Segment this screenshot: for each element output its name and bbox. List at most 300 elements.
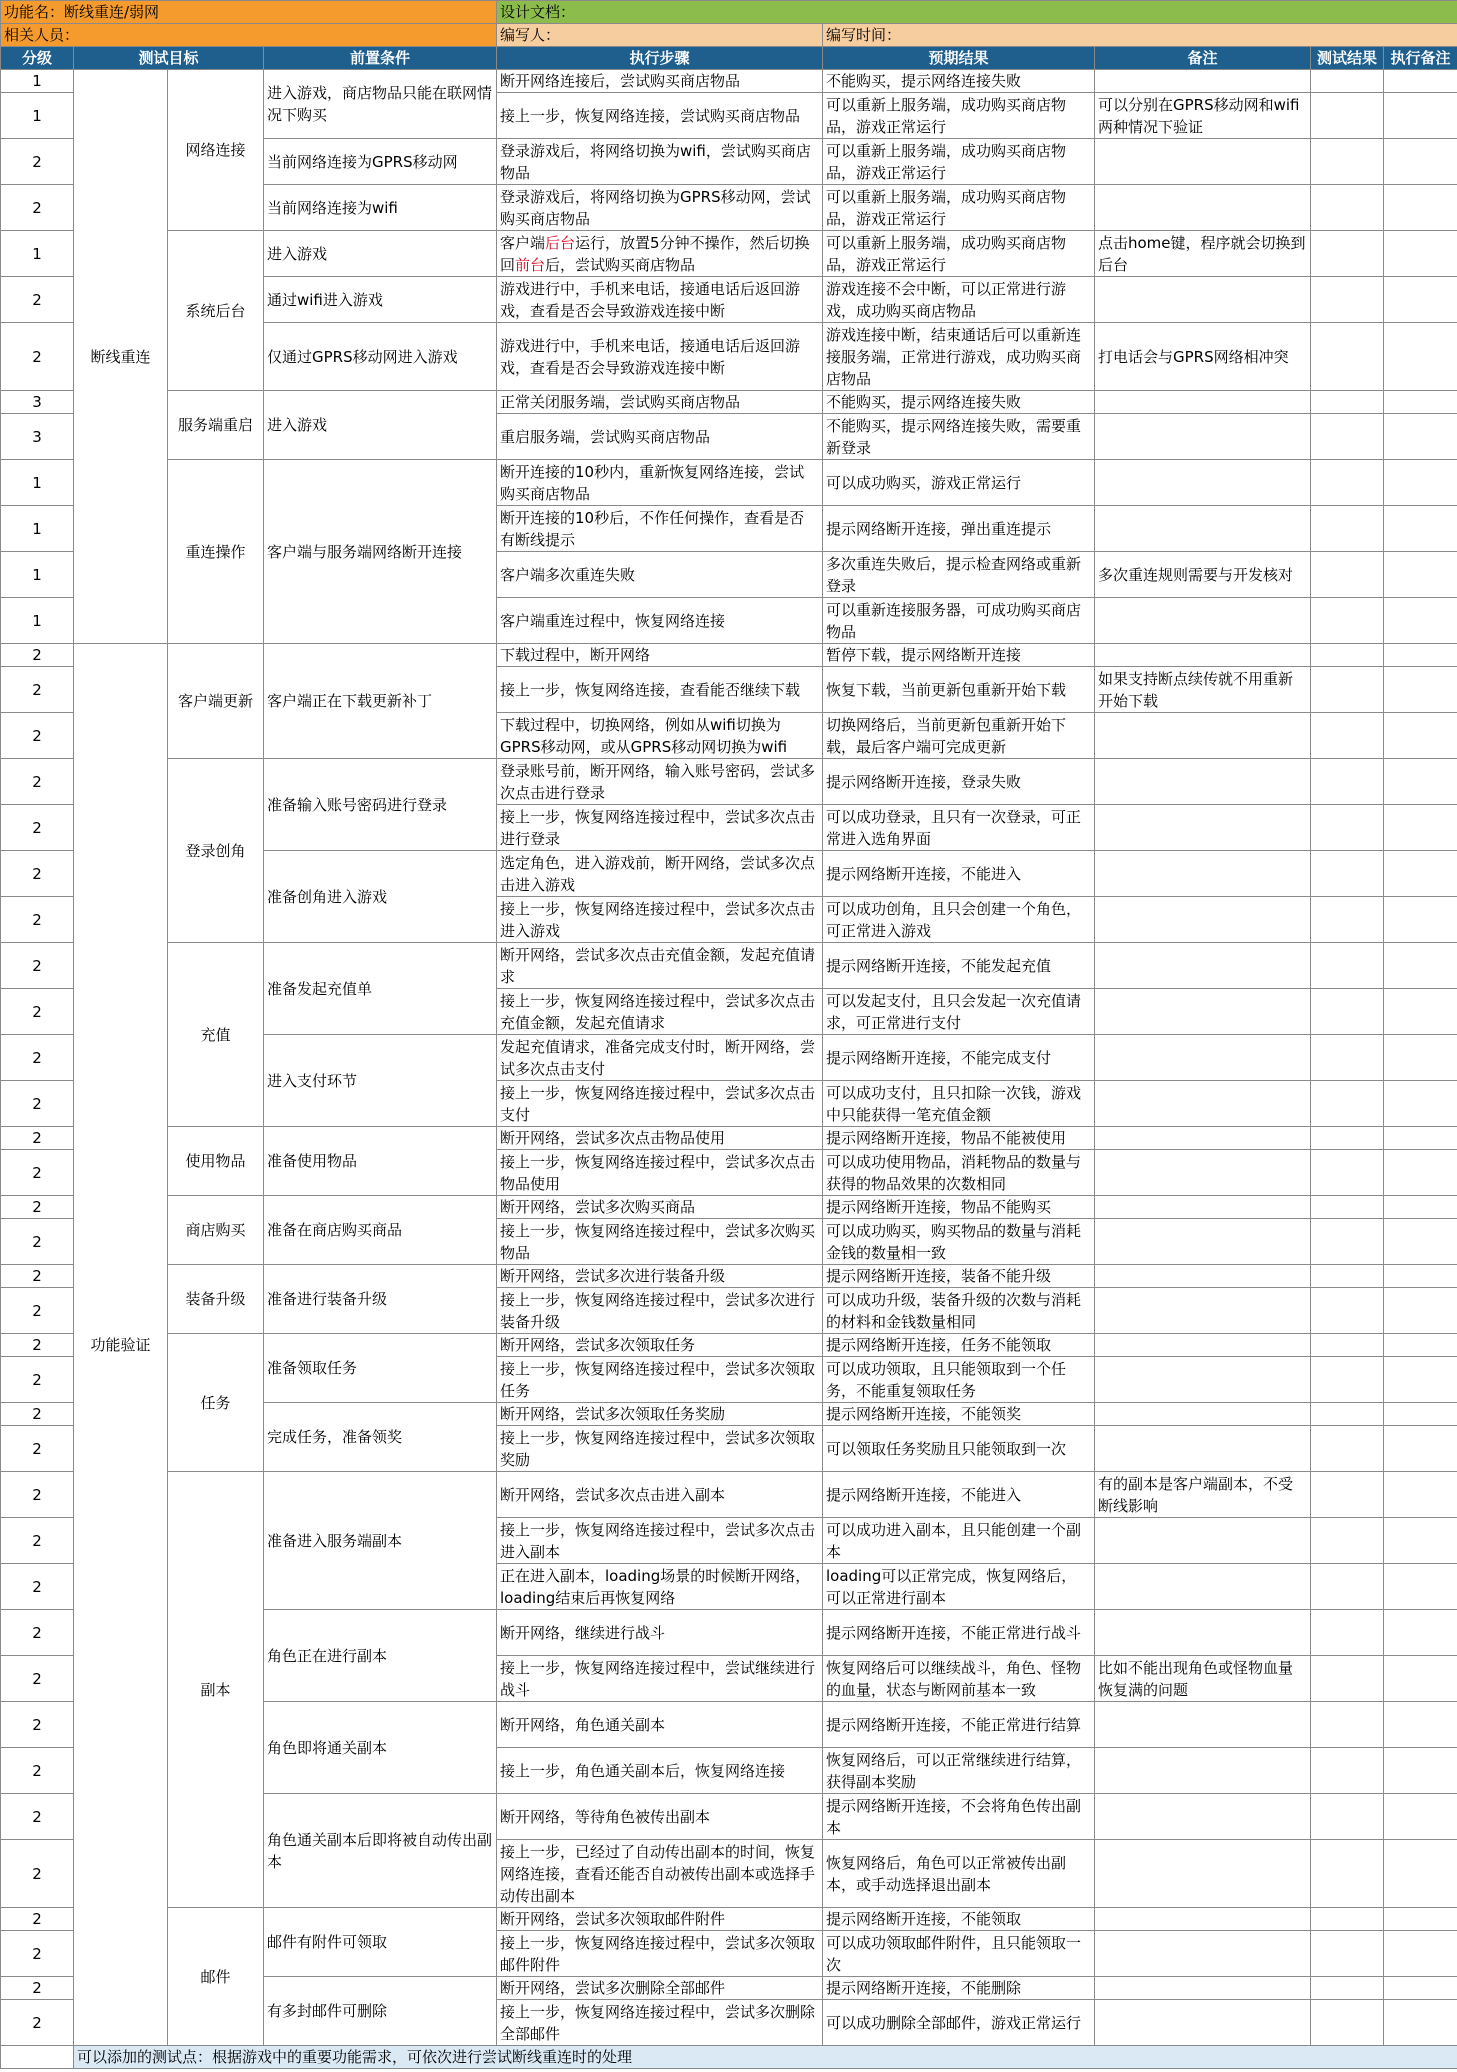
remark-cell[interactable] bbox=[1095, 391, 1311, 414]
level-cell[interactable]: 2 bbox=[1, 1977, 74, 2000]
level-cell[interactable]: 1 bbox=[1, 506, 74, 552]
steps-cell[interactable]: 游戏进行中，手机来电话，接通电话后返回游戏，查看是否会导致游戏连接中断 bbox=[497, 323, 823, 391]
exec-remark-cell[interactable] bbox=[1384, 552, 1457, 598]
steps-cell[interactable]: 游戏进行中，手机来电话，接通电话后返回游戏，查看是否会导致游戏连接中断 bbox=[497, 277, 823, 323]
write-date-cell[interactable]: 编写时间： bbox=[823, 24, 1457, 47]
expected-cell[interactable]: 提示网络断开连接，装备不能升级 bbox=[823, 1265, 1095, 1288]
remark-cell[interactable]: 多次重连规则需要与开发核对 bbox=[1095, 552, 1311, 598]
expected-cell[interactable]: 可以成功登录，且只有一次登录，可正常进入选角界面 bbox=[823, 805, 1095, 851]
remark-cell[interactable] bbox=[1095, 1035, 1311, 1081]
precondition-cell[interactable]: 角色正在进行副本 bbox=[264, 1610, 497, 1702]
result-cell[interactable] bbox=[1311, 897, 1384, 943]
level-cell[interactable]: 2 bbox=[1, 805, 74, 851]
result-cell[interactable] bbox=[1311, 805, 1384, 851]
steps-cell[interactable]: 断开连接的10秒后，不作任何操作，查看是否有断线提示 bbox=[497, 506, 823, 552]
exec-remark-cell[interactable] bbox=[1384, 805, 1457, 851]
remark-cell[interactable] bbox=[1095, 1219, 1311, 1265]
exec-remark-cell[interactable] bbox=[1384, 1081, 1457, 1127]
result-cell[interactable] bbox=[1311, 1794, 1384, 1840]
steps-cell[interactable]: 接上一步，恢复网络连接过程中，尝试多次点击支付 bbox=[497, 1081, 823, 1127]
steps-cell[interactable]: 接上一步，恢复网络连接过程中，尝试多次领取任务 bbox=[497, 1357, 823, 1403]
expected-cell[interactable]: 可以领取任务奖励且只能领取到一次 bbox=[823, 1426, 1095, 1472]
target-cell[interactable]: 登录创角 bbox=[168, 759, 264, 943]
exec-remark-cell[interactable] bbox=[1384, 598, 1457, 644]
expected-cell[interactable]: 提示网络断开连接，不能领奖 bbox=[823, 1403, 1095, 1426]
exec-remark-cell[interactable] bbox=[1384, 1472, 1457, 1518]
level-cell[interactable]: 3 bbox=[1, 391, 74, 414]
exec-remark-cell[interactable] bbox=[1384, 759, 1457, 805]
level-cell[interactable]: 2 bbox=[1, 897, 74, 943]
level-cell[interactable]: 2 bbox=[1, 1288, 74, 1334]
col-precondition[interactable]: 前置条件 bbox=[264, 47, 497, 70]
expected-cell[interactable]: 可以成功进入副本，且只能创建一个副本 bbox=[823, 1518, 1095, 1564]
expected-cell[interactable]: 提示网络断开连接，不能发起充值 bbox=[823, 943, 1095, 989]
precondition-cell[interactable]: 当前网络连接为wifi bbox=[264, 185, 497, 231]
level-cell[interactable]: 2 bbox=[1, 2000, 74, 2046]
exec-remark-cell[interactable] bbox=[1384, 1219, 1457, 1265]
result-cell[interactable] bbox=[1311, 506, 1384, 552]
exec-remark-cell[interactable] bbox=[1384, 1403, 1457, 1426]
exec-remark-cell[interactable] bbox=[1384, 1334, 1457, 1357]
expected-cell[interactable]: 可以成功购买，游戏正常运行 bbox=[823, 460, 1095, 506]
exec-remark-cell[interactable] bbox=[1384, 1610, 1457, 1656]
level-cell[interactable]: 2 bbox=[1, 851, 74, 897]
result-cell[interactable] bbox=[1311, 1219, 1384, 1265]
result-cell[interactable] bbox=[1311, 644, 1384, 667]
remark-cell[interactable] bbox=[1095, 1426, 1311, 1472]
steps-cell[interactable]: 接上一步，恢复网络连接，查看能否继续下载 bbox=[497, 667, 823, 713]
result-cell[interactable] bbox=[1311, 598, 1384, 644]
remark-cell[interactable] bbox=[1095, 2000, 1311, 2046]
expected-cell[interactable]: 恢复网络后，角色可以正常被传出副本，或手动选择退出副本 bbox=[823, 1840, 1095, 1908]
steps-cell[interactable]: 接上一步，角色通关副本后，恢复网络连接 bbox=[497, 1748, 823, 1794]
expected-cell[interactable]: 提示网络断开连接，不能进入 bbox=[823, 1472, 1095, 1518]
remark-cell[interactable] bbox=[1095, 1357, 1311, 1403]
remark-cell[interactable] bbox=[1095, 1518, 1311, 1564]
remark-cell[interactable] bbox=[1095, 1840, 1311, 1908]
level-cell[interactable]: 2 bbox=[1, 277, 74, 323]
result-cell[interactable] bbox=[1311, 1518, 1384, 1564]
result-cell[interactable] bbox=[1311, 1288, 1384, 1334]
remark-cell[interactable] bbox=[1095, 139, 1311, 185]
steps-cell[interactable]: 接上一步，恢复网络连接过程中，尝试多次进行装备升级 bbox=[497, 1288, 823, 1334]
precondition-cell[interactable]: 进入游戏，商店物品只能在联网情况下购买 bbox=[264, 70, 497, 139]
exec-remark-cell[interactable] bbox=[1384, 667, 1457, 713]
target-cell[interactable]: 重连操作 bbox=[168, 460, 264, 644]
level-cell[interactable]: 2 bbox=[1, 759, 74, 805]
steps-cell[interactable]: 下载过程中，断开网络 bbox=[497, 644, 823, 667]
precondition-cell[interactable]: 准备发起充值单 bbox=[264, 943, 497, 1035]
precondition-cell[interactable]: 准备在商店购买商品 bbox=[264, 1196, 497, 1265]
level-cell[interactable]: 1 bbox=[1, 460, 74, 506]
expected-cell[interactable]: 提示网络断开连接，任务不能领取 bbox=[823, 1334, 1095, 1357]
exec-remark-cell[interactable] bbox=[1384, 1748, 1457, 1794]
level-cell[interactable]: 2 bbox=[1, 1931, 74, 1977]
level-cell[interactable]: 2 bbox=[1, 1357, 74, 1403]
precondition-cell[interactable]: 通过wifi进入游戏 bbox=[264, 277, 497, 323]
level-cell[interactable]: 2 bbox=[1, 323, 74, 391]
result-cell[interactable] bbox=[1311, 277, 1384, 323]
precondition-cell[interactable]: 客户端正在下载更新补丁 bbox=[264, 644, 497, 759]
remark-cell[interactable] bbox=[1095, 1288, 1311, 1334]
exec-remark-cell[interactable] bbox=[1384, 1518, 1457, 1564]
precondition-cell[interactable]: 当前网络连接为GPRS移动网 bbox=[264, 139, 497, 185]
level-cell[interactable]: 2 bbox=[1, 1518, 74, 1564]
steps-cell[interactable]: 重启服务端，尝试购买商店物品 bbox=[497, 414, 823, 460]
level-cell[interactable]: 2 bbox=[1, 1840, 74, 1908]
expected-cell[interactable]: 可以重新上服务端，成功购买商店物品，游戏正常运行 bbox=[823, 93, 1095, 139]
expected-cell[interactable]: 提示网络断开连接，弹出重连提示 bbox=[823, 506, 1095, 552]
remark-cell[interactable] bbox=[1095, 185, 1311, 231]
level-cell[interactable]: 2 bbox=[1, 1794, 74, 1840]
level-cell[interactable]: 2 bbox=[1, 1748, 74, 1794]
target-cell[interactable]: 服务端重启 bbox=[168, 391, 264, 460]
steps-cell[interactable]: 断开网络连接后，尝试购买商店物品 bbox=[497, 70, 823, 93]
steps-cell[interactable]: 接上一步，恢复网络连接过程中，尝试继续进行战斗 bbox=[497, 1656, 823, 1702]
result-cell[interactable] bbox=[1311, 70, 1384, 93]
expected-cell[interactable]: 暂停下载，提示网络断开连接 bbox=[823, 644, 1095, 667]
remark-cell[interactable] bbox=[1095, 1150, 1311, 1196]
precondition-cell[interactable]: 准备使用物品 bbox=[264, 1127, 497, 1196]
target-cell[interactable]: 使用物品 bbox=[168, 1127, 264, 1196]
exec-remark-cell[interactable] bbox=[1384, 644, 1457, 667]
result-cell[interactable] bbox=[1311, 1357, 1384, 1403]
exec-remark-cell[interactable] bbox=[1384, 1977, 1457, 2000]
expected-cell[interactable]: 可以重新上服务端，成功购买商店物品，游戏正常运行 bbox=[823, 185, 1095, 231]
result-cell[interactable] bbox=[1311, 1035, 1384, 1081]
exec-remark-cell[interactable] bbox=[1384, 414, 1457, 460]
steps-cell[interactable]: 接上一步，恢复网络连接过程中，尝试多次点击物品使用 bbox=[497, 1150, 823, 1196]
steps-cell[interactable]: 选定角色，进入游戏前，断开网络，尝试多次点击进入游戏 bbox=[497, 851, 823, 897]
level-cell[interactable]: 3 bbox=[1, 414, 74, 460]
precondition-cell[interactable]: 准备进行装备升级 bbox=[264, 1265, 497, 1334]
remark-cell[interactable] bbox=[1095, 759, 1311, 805]
author-cell[interactable]: 编写人： bbox=[497, 24, 823, 47]
remark-cell[interactable] bbox=[1095, 460, 1311, 506]
result-cell[interactable] bbox=[1311, 1564, 1384, 1610]
remark-cell[interactable] bbox=[1095, 943, 1311, 989]
remark-cell[interactable]: 有的副本是客户端副本，不受断线影响 bbox=[1095, 1472, 1311, 1518]
exec-remark-cell[interactable] bbox=[1384, 897, 1457, 943]
level-cell[interactable]: 2 bbox=[1, 943, 74, 989]
exec-remark-cell[interactable] bbox=[1384, 1931, 1457, 1977]
result-cell[interactable] bbox=[1311, 1931, 1384, 1977]
precondition-cell[interactable]: 准备进入服务端副本 bbox=[264, 1472, 497, 1610]
expected-cell[interactable]: 多次重连失败后，提示检查网络或重新登录 bbox=[823, 552, 1095, 598]
steps-cell[interactable]: 断开网络，尝试多次点击充值金额，发起充值请求 bbox=[497, 943, 823, 989]
expected-cell[interactable]: 可以成功删除全部邮件，游戏正常运行 bbox=[823, 2000, 1095, 2046]
expected-cell[interactable]: 可以发起支付，且只会发起一次充值请求，可正常进行支付 bbox=[823, 989, 1095, 1035]
level-cell[interactable]: 2 bbox=[1, 139, 74, 185]
steps-cell[interactable]: 接上一步，恢复网络连接过程中，尝试多次点击进入游戏 bbox=[497, 897, 823, 943]
exec-remark-cell[interactable] bbox=[1384, 277, 1457, 323]
result-cell[interactable] bbox=[1311, 759, 1384, 805]
result-cell[interactable] bbox=[1311, 713, 1384, 759]
remark-cell[interactable] bbox=[1095, 851, 1311, 897]
steps-cell[interactable]: 接上一步，恢复网络连接过程中，尝试多次领取奖励 bbox=[497, 1426, 823, 1472]
design-doc-cell[interactable]: 设计文档： bbox=[497, 1, 1457, 24]
remark-cell[interactable]: 如果支持断点续传就不用重新开始下载 bbox=[1095, 667, 1311, 713]
result-cell[interactable] bbox=[1311, 1127, 1384, 1150]
expected-cell[interactable]: 提示网络断开连接，不能领取 bbox=[823, 1908, 1095, 1931]
level-cell[interactable]: 2 bbox=[1, 1656, 74, 1702]
remark-cell[interactable] bbox=[1095, 897, 1311, 943]
exec-remark-cell[interactable] bbox=[1384, 2000, 1457, 2046]
remark-cell[interactable] bbox=[1095, 1610, 1311, 1656]
target-cell[interactable]: 充值 bbox=[168, 943, 264, 1127]
remark-cell[interactable] bbox=[1095, 1564, 1311, 1610]
level-cell[interactable]: 2 bbox=[1, 1610, 74, 1656]
result-cell[interactable] bbox=[1311, 1840, 1384, 1908]
level-cell[interactable]: 1 bbox=[1, 70, 74, 93]
exec-remark-cell[interactable] bbox=[1384, 1357, 1457, 1403]
steps-cell[interactable]: 接上一步，恢复网络连接过程中，尝试多次点击充值金额，发起充值请求 bbox=[497, 989, 823, 1035]
col-expected[interactable]: 预期结果 bbox=[823, 47, 1095, 70]
level-cell[interactable]: 2 bbox=[1, 713, 74, 759]
col-steps[interactable]: 执行步骤 bbox=[497, 47, 823, 70]
precondition-cell[interactable]: 进入游戏 bbox=[264, 231, 497, 277]
target-cell[interactable]: 副本 bbox=[168, 1472, 264, 1908]
exec-remark-cell[interactable] bbox=[1384, 1794, 1457, 1840]
expected-cell[interactable]: 恢复网络后，可以正常继续进行结算，获得副本奖励 bbox=[823, 1748, 1095, 1794]
precondition-cell[interactable]: 准备创角进入游戏 bbox=[264, 851, 497, 943]
steps-cell[interactable]: 客户端多次重连失败 bbox=[497, 552, 823, 598]
remark-cell[interactable] bbox=[1095, 414, 1311, 460]
result-cell[interactable] bbox=[1311, 185, 1384, 231]
col-level[interactable]: 分级 bbox=[1, 47, 74, 70]
steps-cell[interactable]: 登录游戏后，将网络切换为wifi，尝试购买商店物品 bbox=[497, 139, 823, 185]
result-cell[interactable] bbox=[1311, 1656, 1384, 1702]
steps-cell[interactable]: 断开网络，角色通关副本 bbox=[497, 1702, 823, 1748]
target-cell[interactable]: 任务 bbox=[168, 1334, 264, 1472]
remark-cell[interactable] bbox=[1095, 70, 1311, 93]
expected-cell[interactable]: 不能购买，提示网络连接失败 bbox=[823, 391, 1095, 414]
result-cell[interactable] bbox=[1311, 1908, 1384, 1931]
exec-remark-cell[interactable] bbox=[1384, 185, 1457, 231]
steps-cell[interactable]: 接上一步，恢复网络连接过程中，尝试多次领取邮件附件 bbox=[497, 1931, 823, 1977]
related-people-cell[interactable]: 相关人员： bbox=[1, 24, 497, 47]
result-cell[interactable] bbox=[1311, 391, 1384, 414]
remark-cell[interactable]: 可以分别在GPRS移动网和wifi两种情况下验证 bbox=[1095, 93, 1311, 139]
level-cell[interactable]: 1 bbox=[1, 552, 74, 598]
remark-cell[interactable]: 打电话会与GPRS网络相冲突 bbox=[1095, 323, 1311, 391]
exec-remark-cell[interactable] bbox=[1384, 323, 1457, 391]
remark-cell[interactable] bbox=[1095, 1081, 1311, 1127]
exec-remark-cell[interactable] bbox=[1384, 93, 1457, 139]
steps-cell[interactable]: 断开网络，尝试多次点击物品使用 bbox=[497, 1127, 823, 1150]
result-cell[interactable] bbox=[1311, 1403, 1384, 1426]
precondition-cell[interactable]: 准备输入账号密码进行登录 bbox=[264, 759, 497, 851]
level-cell[interactable]: 1 bbox=[1, 231, 74, 277]
expected-cell[interactable]: 游戏连接不会中断，可以正常进行游戏，成功购买商店物品 bbox=[823, 277, 1095, 323]
expected-cell[interactable]: 提示网络断开连接，登录失败 bbox=[823, 759, 1095, 805]
steps-cell[interactable]: 断开网络，尝试多次删除全部邮件 bbox=[497, 1977, 823, 2000]
result-cell[interactable] bbox=[1311, 1150, 1384, 1196]
exec-remark-cell[interactable] bbox=[1384, 1288, 1457, 1334]
level-cell[interactable]: 2 bbox=[1, 989, 74, 1035]
steps-cell[interactable]: 登录游戏后，将网络切换为GPRS移动网，尝试购买商店物品 bbox=[497, 185, 823, 231]
result-cell[interactable] bbox=[1311, 460, 1384, 506]
precondition-cell[interactable]: 进入游戏 bbox=[264, 391, 497, 460]
steps-cell[interactable]: 断开网络，尝试多次点击进入副本 bbox=[497, 1472, 823, 1518]
expected-cell[interactable]: 提示网络断开连接，不能完成支付 bbox=[823, 1035, 1095, 1081]
expected-cell[interactable]: 可以成功升级，装备升级的次数与消耗的材料和金钱数量相同 bbox=[823, 1288, 1095, 1334]
exec-remark-cell[interactable] bbox=[1384, 1426, 1457, 1472]
level-cell[interactable]: 2 bbox=[1, 1564, 74, 1610]
expected-cell[interactable]: 提示网络断开连接，不能删除 bbox=[823, 1977, 1095, 2000]
exec-remark-cell[interactable] bbox=[1384, 1656, 1457, 1702]
precondition-cell[interactable]: 角色即将通关副本 bbox=[264, 1702, 497, 1794]
level-cell[interactable]: 2 bbox=[1, 1702, 74, 1748]
remark-cell[interactable] bbox=[1095, 1196, 1311, 1219]
expected-cell[interactable]: 不能购买，提示网络连接失败，需要重新登录 bbox=[823, 414, 1095, 460]
steps-cell[interactable]: 登录账号前，断开网络，输入账号密码，尝试多次点击进行登录 bbox=[497, 759, 823, 805]
level-cell[interactable]: 2 bbox=[1, 1081, 74, 1127]
exec-remark-cell[interactable] bbox=[1384, 1908, 1457, 1931]
result-cell[interactable] bbox=[1311, 1702, 1384, 1748]
steps-cell[interactable]: 接上一步，恢复网络连接，尝试购买商店物品 bbox=[497, 93, 823, 139]
expected-cell[interactable]: 可以成功领取，且只能领取到一个任务，不能重复领取任务 bbox=[823, 1357, 1095, 1403]
remark-cell[interactable]: 点击home键，程序就会切换到后台 bbox=[1095, 231, 1311, 277]
precondition-cell[interactable]: 有多封邮件可删除 bbox=[264, 1977, 497, 2046]
result-cell[interactable] bbox=[1311, 1334, 1384, 1357]
expected-cell[interactable]: 提示网络断开连接，物品不能被使用 bbox=[823, 1127, 1095, 1150]
expected-cell[interactable]: 可以重新连接服务器，可成功购买商店物品 bbox=[823, 598, 1095, 644]
result-cell[interactable] bbox=[1311, 323, 1384, 391]
exec-remark-cell[interactable] bbox=[1384, 1196, 1457, 1219]
remark-cell[interactable] bbox=[1095, 1748, 1311, 1794]
result-cell[interactable] bbox=[1311, 1977, 1384, 2000]
expected-cell[interactable]: 恢复下载，当前更新包重新开始下载 bbox=[823, 667, 1095, 713]
exec-remark-cell[interactable] bbox=[1384, 231, 1457, 277]
expected-cell[interactable]: 提示网络断开连接，不会将角色传出副本 bbox=[823, 1794, 1095, 1840]
exec-remark-cell[interactable] bbox=[1384, 1127, 1457, 1150]
target-cell[interactable]: 网络连接 bbox=[168, 70, 264, 231]
steps-cell[interactable]: 正在进入副本，loading场景的时候断开网络，loading结束后再恢复网络 bbox=[497, 1564, 823, 1610]
result-cell[interactable] bbox=[1311, 989, 1384, 1035]
steps-cell[interactable]: 发起充值请求，准备完成支付时，断开网络，尝试多次点击支付 bbox=[497, 1035, 823, 1081]
section-cell[interactable]: 断线重连 bbox=[74, 70, 168, 644]
result-cell[interactable] bbox=[1311, 93, 1384, 139]
level-cell[interactable]: 2 bbox=[1, 1219, 74, 1265]
level-cell[interactable]: 2 bbox=[1, 185, 74, 231]
exec-remark-cell[interactable] bbox=[1384, 1840, 1457, 1908]
result-cell[interactable] bbox=[1311, 231, 1384, 277]
level-cell[interactable]: 1 bbox=[1, 93, 74, 139]
level-cell[interactable]: 2 bbox=[1, 1150, 74, 1196]
precondition-cell[interactable]: 完成任务，准备领奖 bbox=[264, 1403, 497, 1472]
remark-cell[interactable] bbox=[1095, 598, 1311, 644]
expected-cell[interactable]: 切换网络后，当前更新包重新开始下载，最后客户端可完成更新 bbox=[823, 713, 1095, 759]
expected-cell[interactable]: 可以重新上服务端，成功购买商店物品，游戏正常运行 bbox=[823, 231, 1095, 277]
steps-cell[interactable]: 接上一步，恢复网络连接过程中，尝试多次购买物品 bbox=[497, 1219, 823, 1265]
col-remark[interactable]: 备注 bbox=[1095, 47, 1311, 70]
expected-cell[interactable]: 可以成功使用物品，消耗物品的数量与获得的物品效果的次数相同 bbox=[823, 1150, 1095, 1196]
expected-cell[interactable]: 可以成功购买，购买物品的数量与消耗金钱的数量相一致 bbox=[823, 1219, 1095, 1265]
target-cell[interactable]: 系统后台 bbox=[168, 231, 264, 391]
remark-cell[interactable] bbox=[1095, 1127, 1311, 1150]
result-cell[interactable] bbox=[1311, 1472, 1384, 1518]
precondition-cell[interactable]: 角色通关副本后即将被自动传出副本 bbox=[264, 1794, 497, 1908]
precondition-cell[interactable]: 准备领取任务 bbox=[264, 1334, 497, 1403]
result-cell[interactable] bbox=[1311, 667, 1384, 713]
remark-cell[interactable] bbox=[1095, 989, 1311, 1035]
remark-cell[interactable] bbox=[1095, 506, 1311, 552]
expected-cell[interactable]: 提示网络断开连接，不能正常进行战斗 bbox=[823, 1610, 1095, 1656]
remark-cell[interactable] bbox=[1095, 1908, 1311, 1931]
precondition-cell[interactable]: 仅通过GPRS移动网进入游戏 bbox=[264, 323, 497, 391]
steps-cell[interactable]: 断开连接的10秒内，重新恢复网络连接，尝试购买商店物品 bbox=[497, 460, 823, 506]
steps-cell[interactable] bbox=[497, 231, 823, 277]
level-cell[interactable]: 1 bbox=[1, 598, 74, 644]
exec-remark-cell[interactable] bbox=[1384, 1702, 1457, 1748]
remark-cell[interactable] bbox=[1095, 644, 1311, 667]
level-cell[interactable]: 2 bbox=[1, 1196, 74, 1219]
level-cell[interactable]: 2 bbox=[1, 1127, 74, 1150]
expected-cell[interactable]: 提示网络断开连接，不能正常进行结算 bbox=[823, 1702, 1095, 1748]
expected-cell[interactable]: 可以成功领取邮件附件，且只能领取一次 bbox=[823, 1931, 1095, 1977]
steps-cell[interactable]: 断开网络，尝试多次进行装备升级 bbox=[497, 1265, 823, 1288]
remark-cell[interactable] bbox=[1095, 1931, 1311, 1977]
footer-blank-cell[interactable] bbox=[1, 2046, 74, 2069]
result-cell[interactable] bbox=[1311, 1748, 1384, 1794]
remark-cell[interactable] bbox=[1095, 1334, 1311, 1357]
target-cell[interactable]: 装备升级 bbox=[168, 1265, 264, 1334]
col-target[interactable]: 测试目标 bbox=[74, 47, 264, 70]
expected-cell[interactable]: 不能购买，提示网络连接失败 bbox=[823, 70, 1095, 93]
steps-cell[interactable]: 断开网络，继续进行战斗 bbox=[497, 1610, 823, 1656]
exec-remark-cell[interactable] bbox=[1384, 851, 1457, 897]
target-cell[interactable]: 商店购买 bbox=[168, 1196, 264, 1265]
steps-cell[interactable]: 断开网络，尝试多次领取邮件附件 bbox=[497, 1908, 823, 1931]
expected-cell[interactable]: 可以重新上服务端，成功购买商店物品，游戏正常运行 bbox=[823, 139, 1095, 185]
steps-cell[interactable]: 断开网络，等待角色被传出副本 bbox=[497, 1794, 823, 1840]
section-cell[interactable]: 功能验证 bbox=[74, 644, 168, 2046]
level-cell[interactable]: 2 bbox=[1, 1035, 74, 1081]
precondition-cell[interactable]: 邮件有附件可领取 bbox=[264, 1908, 497, 1977]
target-cell[interactable]: 邮件 bbox=[168, 1908, 264, 2046]
expected-cell[interactable]: 可以成功创角，且只会创建一个角色，可正常进入游戏 bbox=[823, 897, 1095, 943]
remark-cell[interactable] bbox=[1095, 1794, 1311, 1840]
result-cell[interactable] bbox=[1311, 851, 1384, 897]
exec-remark-cell[interactable] bbox=[1384, 506, 1457, 552]
exec-remark-cell[interactable] bbox=[1384, 943, 1457, 989]
remark-cell[interactable] bbox=[1095, 1977, 1311, 2000]
col-exec-remark[interactable]: 执行备注 bbox=[1384, 47, 1457, 70]
footer-note[interactable]: 可以添加的测试点：根据游戏中的重要功能需求，可依次进行尝试断线重连时的处理 bbox=[74, 2046, 1457, 2069]
exec-remark-cell[interactable] bbox=[1384, 1265, 1457, 1288]
expected-cell[interactable]: loading可以正常完成，恢复网络后，可以正常进行副本 bbox=[823, 1564, 1095, 1610]
exec-remark-cell[interactable] bbox=[1384, 713, 1457, 759]
steps-cell[interactable]: 下载过程中，切换网络，例如从wifi切换为GPRS移动网，或从GPRS移动网切换为wifi bbox=[497, 713, 823, 759]
exec-remark-cell[interactable] bbox=[1384, 1564, 1457, 1610]
steps-cell[interactable]: 接上一步，恢复网络连接过程中，尝试多次点击进行登录 bbox=[497, 805, 823, 851]
steps-cell[interactable]: 接上一步，已经过了自动传出副本的时间，恢复网络连接，查看还能否自动被传出副本或选择手动传出副本 bbox=[497, 1840, 823, 1908]
col-result[interactable]: 测试结果 bbox=[1311, 47, 1384, 70]
exec-remark-cell[interactable] bbox=[1384, 1150, 1457, 1196]
exec-remark-cell[interactable] bbox=[1384, 989, 1457, 1035]
precondition-cell[interactable]: 客户端与服务端网络断开连接 bbox=[264, 460, 497, 644]
result-cell[interactable] bbox=[1311, 1426, 1384, 1472]
result-cell[interactable] bbox=[1311, 2000, 1384, 2046]
level-cell[interactable]: 2 bbox=[1, 667, 74, 713]
result-cell[interactable] bbox=[1311, 1610, 1384, 1656]
steps-cell[interactable]: 客户端重连过程中，恢复网络连接 bbox=[497, 598, 823, 644]
result-cell[interactable] bbox=[1311, 1196, 1384, 1219]
level-cell[interactable]: 2 bbox=[1, 1334, 74, 1357]
remark-cell[interactable] bbox=[1095, 713, 1311, 759]
remark-cell[interactable] bbox=[1095, 1265, 1311, 1288]
